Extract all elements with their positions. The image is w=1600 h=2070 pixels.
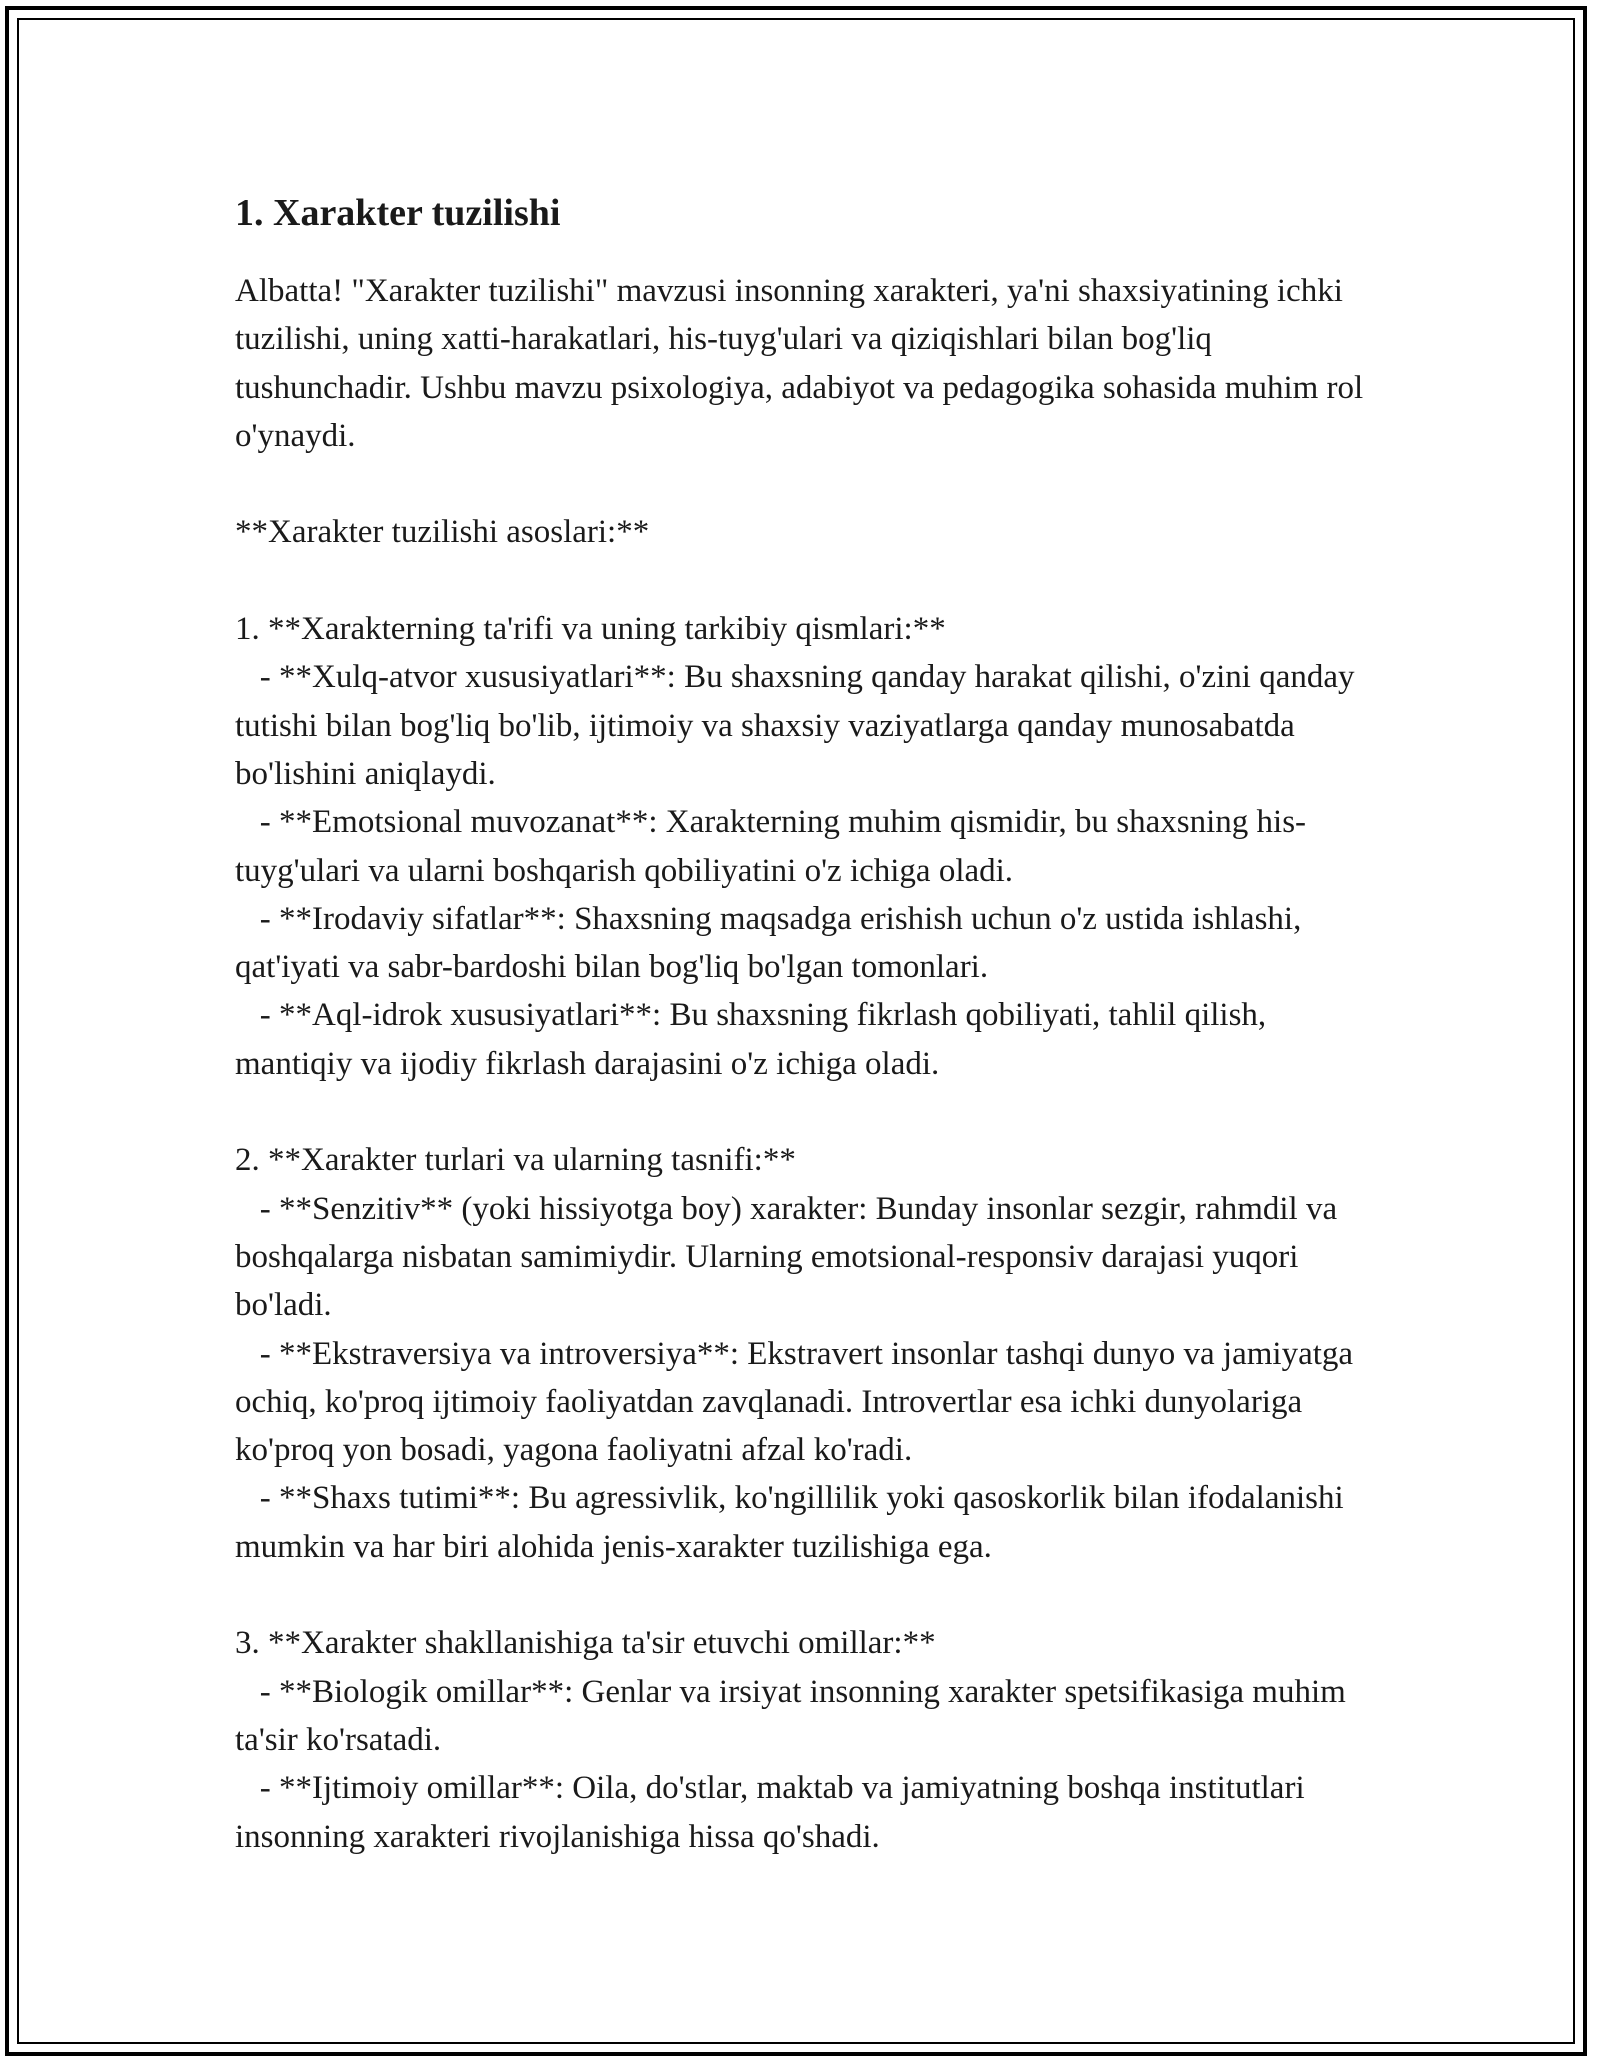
list-item: - **Ekstraversiya va introversiya**: Ekstravert insonlar tashqi dunyo va jamiyatga ochiq, ko'proq ijtimoiy faoliyatdan zavqlanadi. Introvertlar esa ichki dunyolariga ko'proq yon bosadi, yagona faoliyatni afzal ko'radi. — [235, 1335, 1362, 1469]
list-item: - **Emotsional muvozanat**: Xarakterning muhim qismidir, bu shaxsning his-tuyg'ulari va ularni boshqarish qobiliyatini o'z ichiga oladi. — [235, 804, 1307, 889]
list-item: - **Shaxs tutimi**: Bu agressivlik, ko'ngillilik yoki qasoskorlik bilan ifodalanishi mumkin va har biri alohida jenis-xarakter tuzilishiga ega. — [235, 1480, 1352, 1565]
document-title: 1. Xarakter tuzilishi — [235, 192, 561, 234]
section-3 — [235, 1619, 1365, 1860]
spacer — [235, 1571, 1365, 1619]
document-body — [235, 185, 1372, 1861]
list-item: - **Aql-idrok xususiyatlari**: Bu shaxsning fikrlash qobiliyati, tahlil qilish, mantiqiy va ijodiy fikrlash darajasini o'z ichiga oladi. — [235, 997, 1275, 1082]
section-heading: **Xarakter tuzilishi asoslari:** — [235, 514, 650, 551]
spacer — [235, 557, 1365, 605]
section-3-heading: 3. **Xarakter shakllanishiga ta'sir etuvchi omillar:** — [235, 1625, 936, 1662]
list-item: - **Ijtimoiy omillar**: Oila, do'stlar, maktab va jamiyatning boshqa institutlari insonning xarakteri rivojlanishiga hissa qo'shadi. — [235, 1770, 1313, 1855]
section-1-heading: 1. **Xarakterning ta'rifi va uning tarkibiy qismlari:** — [235, 611, 946, 648]
list-item: - **Biologik omillar**: Genlar va irsiyat insonning xarakter spetsifikasiga muhim ta'sir ko'rsatadi. — [235, 1673, 1355, 1758]
section-1 — [235, 605, 1365, 1088]
section-2 — [235, 1136, 1365, 1571]
spacer — [235, 460, 1365, 508]
list-item: - **Irodaviy sifatlar**: Shaxsning maqsadga erishish uchun o'z ustida ishlashi, qat'iyati va sabr-bardoshi bilan bog'liq bo'lgan tomonlari. — [235, 900, 1310, 986]
list-item: - **Senzitiv** (yoki hissiyotga boy) xarakter: Bunday insonlar sezgir, rahmdil va boshqalarga nisbatan samimiydir. Ularning emotsional-responsiv darajasi yuqori bo'ladi. — [235, 1190, 1346, 1324]
list-item: - **Xulq-atvor xususiyatlari**: Bu shaxsning qanday harakat qilishi, o'zini qanday tutishi bilan bog'liq bo'lib, ijtimoiy va shaxsiy vaziyatlarga qanday munosabatda bo'lishini aniqlaydi. — [235, 659, 1363, 792]
spacer — [235, 1088, 1365, 1136]
intro-paragraph: Albatta! "Xarakter tuzilishi" mavzusi insonning xarakteri, ya'ni shaxsiyatining ichki tuzilishi, uning xatti-harakatlari, his-tuyg'ulari va qiziqishlari bilan bog'liq tushunchadir. Ushbu mavzu psixologiya, adabiyot va pedagogika sohasida muhim rol o'ynaydi. — [235, 273, 1372, 454]
section-2-heading: 2. **Xarakter turlari va ularning tasnifi:** — [235, 1142, 796, 1179]
